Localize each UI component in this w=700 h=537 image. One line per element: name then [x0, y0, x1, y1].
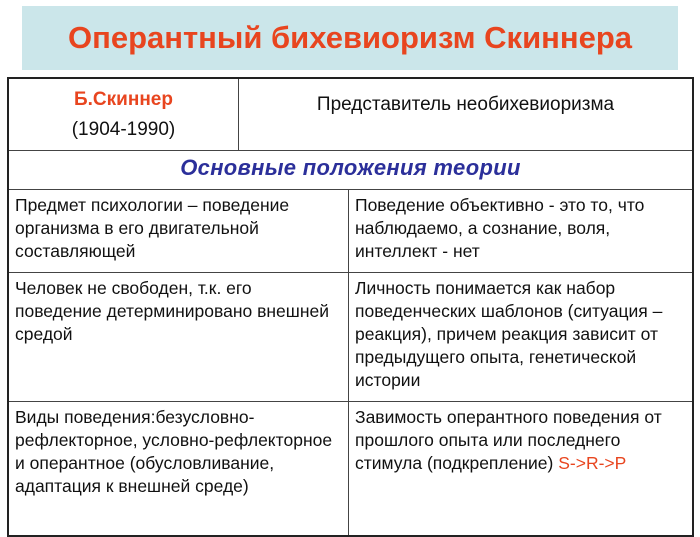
table-cell-left: Человек не свободен, т.к. его поведение детерминировано внешней средой: [15, 278, 329, 344]
table-cell-left: Виды поведения:безусловно-рефлекторное, условно-рефлекторное и оперантное (обусловливание, адаптация к внешней среде): [15, 407, 333, 496]
theory-table: [7, 77, 694, 537]
table-cell-left: Предмет психологии – поведение организма в его двигательной составляющей: [15, 195, 290, 261]
author-name: Б.Скиннер: [74, 89, 173, 110]
author-years: (1904-1990): [71, 119, 176, 140]
table-cell-right: [348, 402, 692, 535]
title-banner: [22, 6, 678, 70]
formula-text: S->R->P: [558, 453, 627, 473]
page-title: Оперантный бихевиоризм Скиннера: [68, 20, 632, 55]
table-row: [9, 190, 692, 273]
author-cell: [9, 79, 238, 150]
author-role: Представитель необихевиоризма: [316, 94, 615, 115]
author-role-cell: [238, 79, 692, 150]
section-heading: Основные положения теории: [180, 155, 521, 180]
section-heading-row: [9, 151, 692, 190]
table-cell-right: Личность понимается как набор поведенческих шаблонов (ситуация – реакция), причем реакция зависит от предыдущего опыта, генетической истории: [348, 273, 692, 401]
table-row: [9, 273, 692, 402]
dependency-text: Завимость оперантного поведения от прошлого опыта или последнего стимула (подкрепление): [355, 407, 662, 473]
table-row: [9, 402, 692, 535]
author-row: [9, 79, 692, 151]
table-cell-right: Поведение объективно - это то, что наблюдаемо, а сознание, воля, интеллект - нет: [348, 190, 692, 272]
